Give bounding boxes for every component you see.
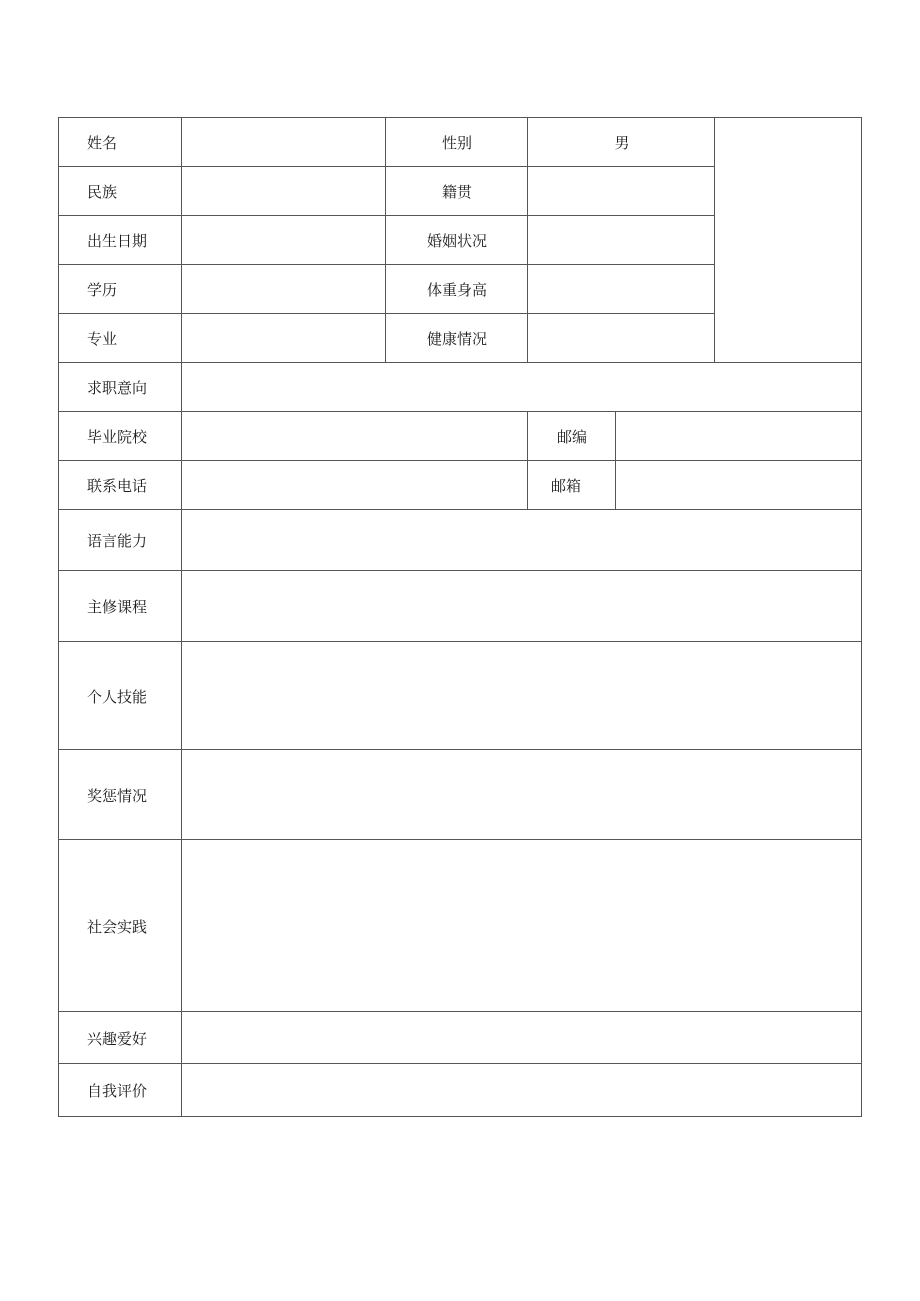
graduate-school-label-cell bbox=[58, 411, 182, 461]
native-place-field[interactable] bbox=[527, 166, 715, 216]
awards-field[interactable] bbox=[181, 749, 862, 840]
email-label: 邮箱 bbox=[550, 477, 582, 495]
ethnicity-label: 民族 bbox=[87, 183, 118, 201]
marital-status-label: 婚姻状况 bbox=[426, 232, 488, 250]
major-field[interactable] bbox=[181, 313, 386, 363]
native-place-label-cell bbox=[385, 166, 528, 216]
gender-label-cell bbox=[385, 117, 528, 167]
graduate-school-field[interactable] bbox=[181, 411, 528, 461]
hobbies-label-cell bbox=[58, 1011, 182, 1064]
awards-label: 奖惩情况 bbox=[87, 787, 148, 805]
photo-area[interactable] bbox=[714, 117, 862, 363]
height-weight-label: 体重身高 bbox=[426, 281, 488, 299]
courses-label: 主修课程 bbox=[87, 598, 148, 616]
gender-field[interactable] bbox=[527, 117, 715, 167]
skills-label-cell bbox=[58, 641, 182, 750]
major-label-cell bbox=[58, 313, 182, 363]
health-field[interactable] bbox=[527, 313, 715, 363]
gender-label: 性别 bbox=[441, 134, 473, 152]
ethnicity-label-cell bbox=[58, 166, 182, 216]
courses-field[interactable] bbox=[181, 570, 862, 642]
postcode-field[interactable] bbox=[615, 411, 862, 461]
birth-date-label: 出生日期 bbox=[87, 232, 148, 250]
birth-date-label-cell bbox=[58, 215, 182, 265]
health-label: 健康情况 bbox=[426, 330, 488, 348]
practice-field[interactable] bbox=[181, 839, 862, 1012]
name-field[interactable] bbox=[181, 117, 386, 167]
major-label: 专业 bbox=[87, 330, 118, 348]
postcode-label-cell bbox=[527, 411, 616, 461]
self-eval-field[interactable] bbox=[181, 1063, 862, 1117]
hobbies-label: 兴趣爱好 bbox=[87, 1030, 148, 1048]
phone-label: 联系电话 bbox=[87, 477, 148, 495]
job-intention-label-cell bbox=[58, 362, 182, 412]
education-field[interactable] bbox=[181, 264, 386, 314]
education-label: 学历 bbox=[87, 281, 118, 299]
education-label-cell bbox=[58, 264, 182, 314]
email-label-cell bbox=[527, 460, 616, 510]
hobbies-field[interactable] bbox=[181, 1011, 862, 1064]
marital-status-label-cell bbox=[385, 215, 528, 265]
native-place-label: 籍贯 bbox=[441, 183, 473, 201]
courses-label-cell bbox=[58, 570, 182, 642]
gender-value: 男 bbox=[614, 134, 630, 152]
name-label: 姓名 bbox=[87, 134, 118, 152]
marital-status-field[interactable] bbox=[527, 215, 715, 265]
language-label: 语言能力 bbox=[87, 532, 148, 550]
graduate-school-label: 毕业院校 bbox=[87, 428, 148, 446]
job-intention-label: 求职意向 bbox=[87, 379, 148, 397]
practice-label: 社会实践 bbox=[87, 918, 148, 936]
skills-label: 个人技能 bbox=[87, 688, 148, 706]
ethnicity-field[interactable] bbox=[181, 166, 386, 216]
job-intention-field[interactable] bbox=[181, 362, 862, 412]
skills-field[interactable] bbox=[181, 641, 862, 750]
self-eval-label: 自我评价 bbox=[87, 1082, 148, 1100]
height-weight-label-cell bbox=[385, 264, 528, 314]
awards-label-cell bbox=[58, 749, 182, 840]
name-label-cell bbox=[58, 117, 182, 167]
self-eval-label-cell bbox=[58, 1063, 182, 1117]
height-weight-field[interactable] bbox=[527, 264, 715, 314]
phone-field[interactable] bbox=[181, 460, 528, 510]
phone-label-cell bbox=[58, 460, 182, 510]
email-field[interactable] bbox=[615, 460, 862, 510]
practice-label-cell bbox=[58, 839, 182, 1012]
birth-date-field[interactable] bbox=[181, 215, 386, 265]
language-label-cell bbox=[58, 509, 182, 571]
postcode-label: 邮编 bbox=[556, 428, 588, 446]
language-field[interactable] bbox=[181, 509, 862, 571]
health-label-cell bbox=[385, 313, 528, 363]
